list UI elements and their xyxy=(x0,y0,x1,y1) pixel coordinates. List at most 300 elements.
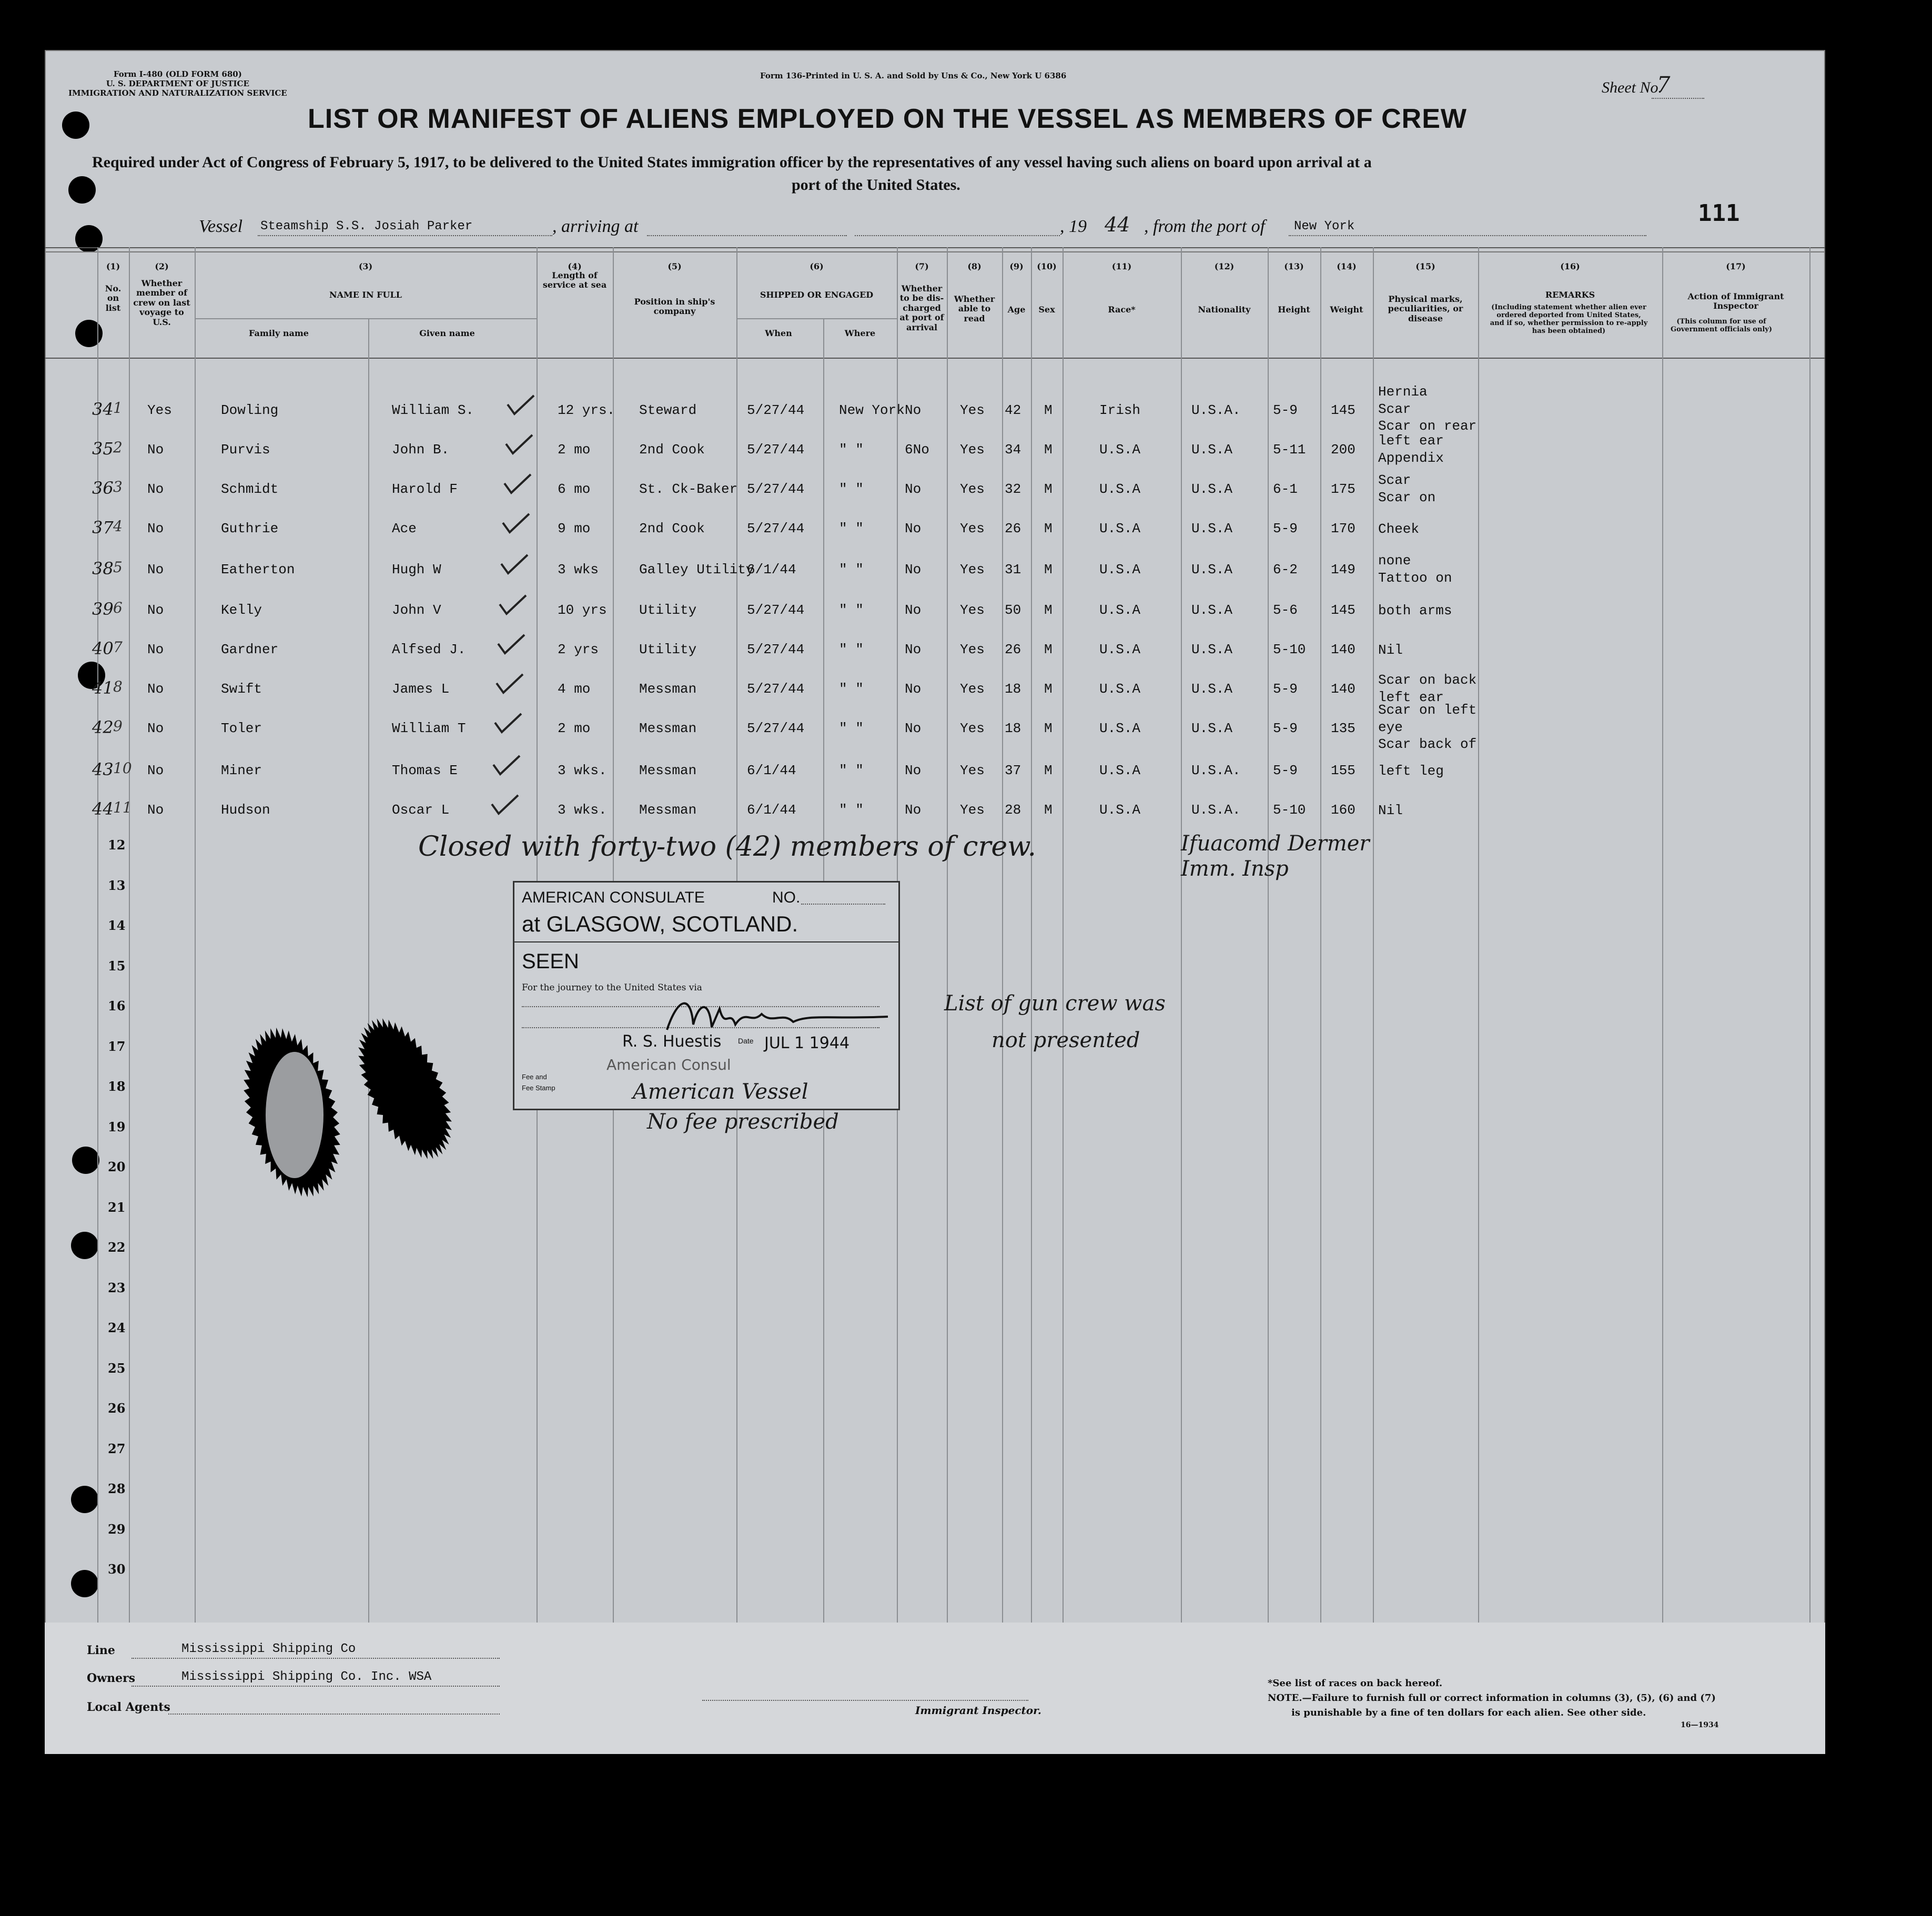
column-header: No. on list xyxy=(105,283,122,313)
cell-weight: 135 xyxy=(1331,721,1356,736)
cell-height: 5-9 xyxy=(1273,521,1298,536)
row-number: 15 xyxy=(108,958,126,974)
cell-marks: Cheek xyxy=(1378,521,1420,537)
cell-discharged: 6No xyxy=(905,442,929,458)
cell-given: Ace xyxy=(392,521,417,536)
cell-where: " " xyxy=(839,802,864,818)
binder-hole xyxy=(75,225,103,252)
column-number: (17) xyxy=(1726,261,1746,271)
column-divider xyxy=(1320,247,1321,1623)
column-divider xyxy=(1478,247,1479,1623)
cell-sex: M xyxy=(1044,402,1053,418)
column-header: Length of service at sea xyxy=(542,270,607,290)
cell-height: 6-2 xyxy=(1273,562,1298,577)
cell-sex: M xyxy=(1044,681,1053,697)
column-header: Race* xyxy=(1108,305,1136,315)
binder-hole xyxy=(71,1232,98,1259)
column-divider xyxy=(1181,247,1182,1623)
cell-line-number: 2 xyxy=(113,439,123,456)
cell-no: 41 xyxy=(92,678,114,698)
inspector-dots xyxy=(702,1700,1028,1701)
cell-position: Messman xyxy=(639,763,697,778)
cell-service: 4 mo xyxy=(558,681,591,697)
footer-note-3: is punishable by a fine of ten dollars for each alien. See other side. xyxy=(1291,1707,1646,1718)
cell-family: Kelly xyxy=(221,602,262,618)
column-divider xyxy=(1662,247,1663,1623)
cell-no: 39 xyxy=(92,599,114,619)
cell-no: 44 xyxy=(92,799,114,819)
cell-height: 5-6 xyxy=(1273,602,1298,618)
cell-position: St. Ck-Baker xyxy=(639,481,738,497)
cell-nationality: U.S.A. xyxy=(1191,802,1241,818)
check-mark xyxy=(500,511,532,538)
column-header: Height xyxy=(1278,305,1310,315)
cell-no: 36 xyxy=(92,478,114,498)
check-mark xyxy=(499,552,530,579)
cell-given: John B. xyxy=(392,442,450,458)
cell-service: 2 mo xyxy=(558,442,591,458)
cell-weight: 145 xyxy=(1331,402,1356,418)
cell-given: James L xyxy=(392,681,450,697)
cell-line-number: 9 xyxy=(113,717,123,735)
cell-height: 6-1 xyxy=(1273,481,1298,497)
stamp-divider xyxy=(514,941,898,942)
column-number: (7) xyxy=(915,261,929,271)
stamp-no-dots xyxy=(801,904,885,905)
column-header: Whether to be dis-charged at port of arrival xyxy=(899,283,944,332)
cell-line-number: 1 xyxy=(113,399,123,417)
cell-given: Oscar L xyxy=(392,802,450,818)
binder-hole xyxy=(71,1486,98,1513)
cell-race: U.S.A xyxy=(1099,642,1141,657)
header-top-rule-2 xyxy=(45,251,1825,252)
sheet-label: Sheet No. xyxy=(1602,79,1662,96)
cell-prev: No xyxy=(147,763,164,778)
subcolumn-divider xyxy=(368,318,369,1623)
header-top-rule xyxy=(45,247,1825,248)
row-number: 17 xyxy=(108,1038,126,1054)
binder-hole xyxy=(71,1570,98,1597)
cell-prev: No xyxy=(147,681,164,697)
binder-hole xyxy=(75,320,103,347)
cell-nationality: U.S.A xyxy=(1191,602,1233,618)
row-number: 23 xyxy=(108,1280,126,1295)
cell-marks: Nil xyxy=(1378,642,1403,658)
cell-line-number: 5 xyxy=(113,559,123,576)
cell-age: 32 xyxy=(1005,481,1021,497)
cell-marks: Nil xyxy=(1378,803,1403,818)
agents-label: Local Agents xyxy=(87,1700,170,1714)
shipped-subrule xyxy=(736,318,897,319)
cell-where: " " xyxy=(839,763,864,778)
cell-nationality: U.S.A xyxy=(1191,521,1233,536)
cell-service: 6 mo xyxy=(558,481,591,497)
cell-position: Utility xyxy=(639,642,697,657)
cell-service: 2 mo xyxy=(558,721,591,736)
cell-no: 40 xyxy=(92,638,114,658)
stamp-no-label: NO. xyxy=(772,889,801,906)
from-dots xyxy=(1289,235,1646,236)
check-mark xyxy=(491,753,522,779)
cell-prev: No xyxy=(147,602,164,618)
cell-discharged: No xyxy=(905,763,922,778)
from-port-label: , from the port of xyxy=(1144,217,1266,236)
embossed-seal-left xyxy=(237,1020,347,1204)
cell-sex: M xyxy=(1044,602,1053,618)
cell-marks: none Tattoo on xyxy=(1378,553,1452,586)
cell-age: 34 xyxy=(1005,442,1021,458)
column-header: Action of Immigrant Inspector xyxy=(1687,291,1784,311)
column-number: (9) xyxy=(1009,261,1024,271)
cell-read: Yes xyxy=(960,602,985,618)
stamp-vessel-note: American Vessel xyxy=(633,1080,808,1104)
owners-dots xyxy=(132,1686,500,1687)
column-header: SHIPPED OR ENGAGED xyxy=(760,290,874,300)
cell-weight: 160 xyxy=(1331,802,1356,818)
column-number: (13) xyxy=(1284,261,1304,271)
gun-crew-note-1: List of gun crew was xyxy=(944,991,1166,1016)
consulate-stamp xyxy=(513,881,900,1110)
cell-height: 5-11 xyxy=(1273,442,1306,458)
vessel-label: Vessel xyxy=(199,217,243,236)
cell-marks: Scar Scar on xyxy=(1378,472,1436,505)
cell-position: Steward xyxy=(639,402,697,418)
column-header: NAME IN FULL xyxy=(329,290,402,300)
cell-line-number: 6 xyxy=(113,599,123,616)
arriving-dots-2 xyxy=(855,235,1060,236)
column-header: Whether able to read xyxy=(954,294,995,323)
cell-read: Yes xyxy=(960,721,985,736)
cell-family: Eatherton xyxy=(221,562,295,577)
row-number: 13 xyxy=(108,877,126,893)
cell-where: " " xyxy=(839,442,864,458)
cell-age: 28 xyxy=(1005,802,1021,818)
cell-discharged: No xyxy=(905,721,922,736)
cell-no: 43 xyxy=(92,759,114,779)
column-divider xyxy=(947,247,948,1623)
cell-where: " " xyxy=(839,481,864,497)
stamp-date-label: Date xyxy=(738,1037,754,1045)
column-number: (3) xyxy=(358,261,373,271)
cell-given: Hugh W xyxy=(392,562,441,577)
row-number: 24 xyxy=(108,1320,126,1335)
column-number: (8) xyxy=(967,261,982,271)
year-label: , 19 xyxy=(1060,217,1087,236)
check-mark xyxy=(497,593,529,619)
row-number: 19 xyxy=(108,1119,126,1134)
cell-when: 5/27/44 xyxy=(747,402,805,418)
cell-discharged: No xyxy=(905,562,922,577)
cell-prev: No xyxy=(147,642,164,657)
stamp-date: JUL 1 1944 xyxy=(764,1034,850,1052)
column-divider xyxy=(1002,247,1003,1623)
cell-nationality: U.S.A xyxy=(1191,721,1233,736)
cell-where: " " xyxy=(839,602,864,618)
cell-line-number: 3 xyxy=(113,478,123,495)
cell-when: 5/27/44 xyxy=(747,602,805,618)
cell-nationality: U.S.A xyxy=(1191,442,1233,458)
cell-race: U.S.A xyxy=(1099,681,1141,697)
cell-read: Yes xyxy=(960,642,985,657)
cell-position: Messman xyxy=(639,802,697,818)
line-dots xyxy=(132,1658,500,1659)
column-header: Sex xyxy=(1038,305,1055,315)
agents-dots xyxy=(168,1714,500,1715)
column-number: (4) xyxy=(568,261,582,271)
cell-race: U.S.A xyxy=(1099,562,1141,577)
cell-sex: M xyxy=(1044,802,1053,818)
row-number: 18 xyxy=(108,1079,126,1094)
cell-given: John V xyxy=(392,602,441,618)
header-bottom-rule xyxy=(45,358,1825,359)
cell-family: Purvis xyxy=(221,442,270,458)
footer-note-1: *See list of races on back hereof. xyxy=(1268,1678,1443,1689)
cell-service: 10 yrs xyxy=(558,602,607,618)
cell-discharged: No xyxy=(905,402,922,418)
column-number: (2) xyxy=(155,261,169,271)
column-number: (1) xyxy=(106,261,120,271)
column-number: (10) xyxy=(1037,261,1057,271)
column-number: (5) xyxy=(667,261,682,271)
cell-service: 12 yrs. xyxy=(558,402,615,418)
cell-race: U.S.A xyxy=(1099,481,1141,497)
cell-where: " " xyxy=(839,521,864,536)
cell-weight: 170 xyxy=(1331,521,1356,536)
cell-line-number: 11 xyxy=(113,799,132,816)
footer-code: 16—1934 xyxy=(1681,1721,1719,1729)
cell-when: 6/1/44 xyxy=(747,562,796,577)
column-divider xyxy=(1373,247,1374,1623)
cell-no: 37 xyxy=(92,518,114,538)
cell-race: U.S.A xyxy=(1099,763,1141,778)
cell-given: William T xyxy=(392,721,466,736)
cell-family: Hudson xyxy=(221,802,270,818)
column-number: (6) xyxy=(810,261,824,271)
stamp-consul-title: American Consul xyxy=(606,1056,731,1073)
cell-service: 3 wks. xyxy=(558,802,607,818)
name-subrule xyxy=(195,318,537,319)
cell-discharged: No xyxy=(905,521,922,536)
cell-age: 42 xyxy=(1005,402,1021,418)
check-mark xyxy=(489,793,521,819)
vessel-name: Steamship S.S. Josiah Parker xyxy=(260,219,473,234)
cell-read: Yes xyxy=(960,521,985,536)
family-name-header: Family name xyxy=(249,328,309,338)
cell-prev: No xyxy=(147,802,164,818)
cell-when: 5/27/44 xyxy=(747,481,805,497)
cell-sex: M xyxy=(1044,521,1053,536)
form-service: IMMIGRATION AND NATURALIZATION SERVICE xyxy=(68,88,287,98)
cell-where: " " xyxy=(839,642,864,657)
cell-marks: left leg xyxy=(1378,763,1444,779)
cell-nationality: U.S.A xyxy=(1191,642,1233,657)
cell-prev: No xyxy=(147,521,164,536)
cell-nationality: U.S.A xyxy=(1191,562,1233,577)
cell-sex: M xyxy=(1044,481,1053,497)
cell-prev: Yes xyxy=(147,402,172,418)
cell-given: Alfsed J. xyxy=(392,642,466,657)
cell-weight: 140 xyxy=(1331,681,1356,697)
check-mark xyxy=(492,711,524,737)
cell-age: 26 xyxy=(1005,521,1021,536)
column-divider xyxy=(1031,247,1032,1623)
cell-age: 26 xyxy=(1005,642,1021,657)
row-number: 28 xyxy=(108,1481,126,1496)
cell-read: Yes xyxy=(960,802,985,818)
embossed-seal-right xyxy=(347,1010,463,1183)
line-value: Mississippi Shipping Co xyxy=(181,1642,356,1656)
cell-line-number: 8 xyxy=(113,678,123,695)
cell-race: U.S.A xyxy=(1099,721,1141,736)
cell-sex: M xyxy=(1044,442,1053,458)
cell-when: 5/27/44 xyxy=(747,721,805,736)
row-number: 14 xyxy=(108,918,126,933)
gun-crew-note-2: not presented xyxy=(992,1028,1140,1052)
column-divider xyxy=(129,247,130,1623)
column-divider xyxy=(1809,247,1810,1623)
cell-height: 5-9 xyxy=(1273,721,1298,736)
cell-height: 5-9 xyxy=(1273,763,1298,778)
cell-where: New York xyxy=(839,402,905,418)
subtitle-line-2: port of the United States. xyxy=(792,176,960,194)
cell-discharged: No xyxy=(905,602,922,618)
cell-line-number: 4 xyxy=(113,518,123,535)
row-number: 26 xyxy=(108,1401,126,1416)
year-value: 44 xyxy=(1105,213,1130,236)
cell-no: 38 xyxy=(92,559,114,579)
cell-prev: No xyxy=(147,481,164,497)
stamp-location: at GLASGOW, SCOTLAND. xyxy=(522,911,798,936)
cell-when: 5/27/44 xyxy=(747,521,805,536)
cell-line-number: 10 xyxy=(113,759,132,777)
row-number: 29 xyxy=(108,1521,126,1537)
cell-when: 6/1/44 xyxy=(747,763,796,778)
arriving-label: , arriving at xyxy=(552,217,639,236)
cell-age: 37 xyxy=(1005,763,1021,778)
inspector-label: Immigrant Inspector. xyxy=(915,1704,1041,1717)
cell-discharged: No xyxy=(905,802,922,818)
binder-hole xyxy=(62,111,89,139)
binder-hole xyxy=(68,176,96,204)
cell-when: 5/27/44 xyxy=(747,442,805,458)
closed-note: Closed with forty-two (42) members of crew. xyxy=(418,831,1037,863)
stamp-seen: SEEN xyxy=(522,950,579,973)
arriving-dots xyxy=(647,235,847,236)
column-number: (14) xyxy=(1337,261,1357,271)
cell-height: 5-9 xyxy=(1273,402,1298,418)
owners-label: Owners xyxy=(87,1671,136,1685)
column-header: Position in ship's company xyxy=(634,297,715,317)
cell-prev: No xyxy=(147,442,164,458)
cell-when: 5/27/44 xyxy=(747,642,805,657)
cell-where: " " xyxy=(839,721,864,736)
sheet-dots xyxy=(1652,98,1704,99)
cell-height: 5-10 xyxy=(1273,642,1306,657)
cell-family: Gardner xyxy=(221,642,279,657)
column-divider xyxy=(1063,247,1064,1623)
cell-family: Miner xyxy=(221,763,262,778)
column-header: Physical marks, peculiarities, or disease xyxy=(1388,294,1463,323)
cell-service: 3 wks. xyxy=(558,763,607,778)
cell-race: U.S.A xyxy=(1099,521,1141,536)
page-stamp-number: 111 xyxy=(1698,200,1740,227)
stamp-journey: For the journey to the United States via xyxy=(522,982,702,993)
cell-marks: left ear Appendix xyxy=(1378,433,1444,466)
remarks-note: (Including statement whether alien ever ordered deported from United States, and if so, whether permission to re-apply has been obtained) xyxy=(1490,303,1648,335)
cell-family: Swift xyxy=(221,681,262,697)
cell-family: Toler xyxy=(221,721,262,736)
cell-nationality: U.S.A. xyxy=(1191,763,1241,778)
cell-age: 50 xyxy=(1005,602,1021,618)
page-title: LIST OR MANIFEST OF ALIENS EMPLOYED ON THE VESSEL AS MEMBERS OF CREW xyxy=(308,104,1467,134)
cell-discharged: No xyxy=(905,481,922,497)
cell-where: " " xyxy=(839,562,864,577)
column-header: REMARKS xyxy=(1545,290,1595,300)
cell-prev: No xyxy=(147,721,164,736)
cell-discharged: No xyxy=(905,642,922,657)
subtitle-line-1: Required under Act of Congress of February 5, 1917, to be delivered to the United States immigration officer by the representatives of any vessel having such aliens on board upon arrival at a xyxy=(92,154,1372,171)
cell-position: Galley Utility xyxy=(639,562,754,577)
cell-family: Guthrie xyxy=(221,521,279,536)
cell-sex: M xyxy=(1044,642,1053,657)
owners-value: Mississippi Shipping Co. Inc. WSA xyxy=(181,1670,432,1684)
from-port-value: New York xyxy=(1294,219,1355,234)
column-number: (16) xyxy=(1560,261,1580,271)
cell-no: 34 xyxy=(92,399,114,419)
cell-where: " " xyxy=(839,681,864,697)
inspector-signature: Ifuacomd Dermer Imm. Insp xyxy=(1181,832,1370,881)
cell-read: Yes xyxy=(960,481,985,497)
column-header: Age xyxy=(1007,305,1026,315)
action-note: (This column for use of Government officials only) xyxy=(1670,318,1772,333)
cell-nationality: U.S.A xyxy=(1191,681,1233,697)
cell-nationality: U.S.A xyxy=(1191,481,1233,497)
row-number: 12 xyxy=(108,837,126,853)
column-divider xyxy=(1268,247,1269,1623)
column-header: Weight xyxy=(1330,305,1363,315)
cell-race: U.S.A xyxy=(1099,802,1141,818)
cell-when: 6/1/44 xyxy=(747,802,796,818)
cell-weight: 200 xyxy=(1331,442,1356,458)
cell-height: 5-9 xyxy=(1273,681,1298,697)
cell-sex: M xyxy=(1044,721,1053,736)
check-mark xyxy=(495,632,527,658)
row-number: 22 xyxy=(108,1240,126,1255)
cell-race: U.S.A xyxy=(1099,602,1141,618)
cell-family: Dowling xyxy=(221,402,279,418)
given-name-header: Given name xyxy=(419,328,475,338)
row-number: 20 xyxy=(108,1159,126,1174)
cell-line-number: 7 xyxy=(113,638,123,656)
cell-no: 35 xyxy=(92,439,114,459)
cell-read: Yes xyxy=(960,763,985,778)
row-number: 25 xyxy=(108,1360,126,1376)
footer-note-2: NOTE.—Failure to furnish full or correct information in columns (3), (5), (6) and (7) xyxy=(1268,1692,1716,1704)
cell-family: Schmidt xyxy=(221,481,279,497)
fee-note: No fee prescribed xyxy=(647,1110,839,1134)
column-header: Whether member of crew on last voyage to U.S. xyxy=(133,278,190,327)
cell-service: 2 yrs xyxy=(558,642,599,657)
form-dept: U. S. DEPARTMENT OF JUSTICE xyxy=(106,79,249,88)
cell-age: 31 xyxy=(1005,562,1021,577)
cell-given: William S. xyxy=(392,402,474,418)
stamp-fee-label: Fee and Fee Stamp xyxy=(522,1073,555,1092)
cell-marks: both arms xyxy=(1378,603,1452,619)
cell-age: 18 xyxy=(1005,681,1021,697)
cell-given: Harold F xyxy=(392,481,458,497)
when-header: When xyxy=(765,328,792,338)
sheet-number: 7 xyxy=(1657,73,1671,97)
